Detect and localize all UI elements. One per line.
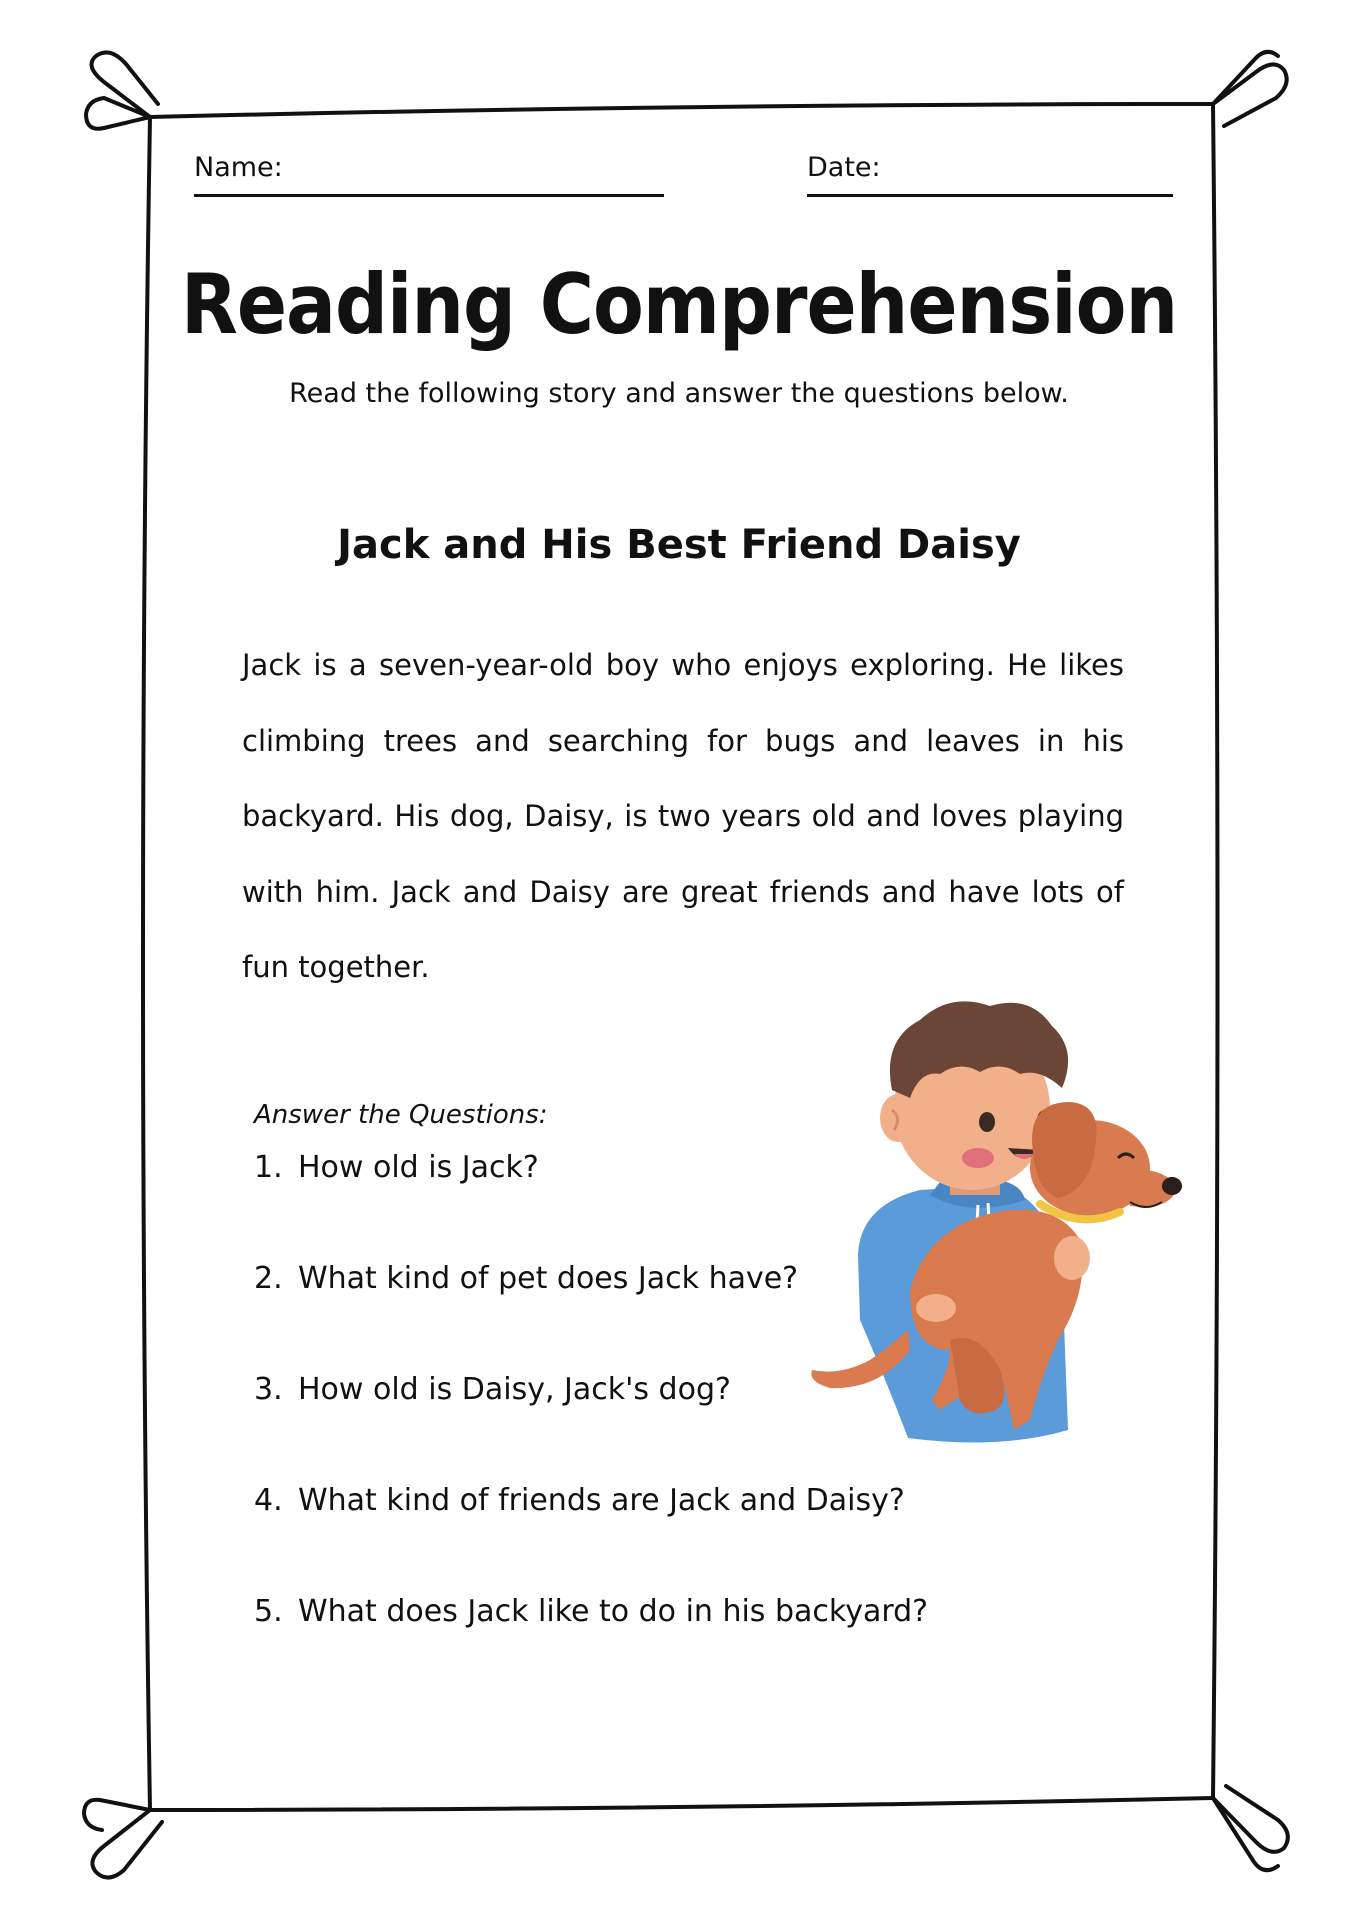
question-number: 5. (254, 1594, 283, 1629)
question-number: 3. (254, 1372, 283, 1407)
boy-hugging-dog-illustration (800, 990, 1200, 1450)
page-subtitle: Read the following story and answer the questions below. (289, 378, 1069, 409)
page-title: Reading Comprehension (180, 256, 1178, 354)
name-line[interactable] (194, 194, 664, 197)
name-label: Name: (194, 152, 283, 183)
question-text: What kind of pet does Jack have? (298, 1261, 799, 1296)
question-text: What kind of friends are Jack and Daisy? (298, 1483, 905, 1518)
question-number: 2. (254, 1261, 283, 1296)
question-text: How old is Jack? (298, 1150, 539, 1185)
date-label: Date: (807, 152, 881, 183)
story-text: Jack is a seven-year-old boy who enjoys exploring. He likes climbing trees and searching for bugs and leaves in his backyard. His dog, Daisy, is two years old and loves playing with him. Jack and Daisy are great friends and have lots of fun together. (242, 648, 1124, 984)
question-number: 1. (254, 1150, 283, 1185)
question-number: 4. (254, 1483, 283, 1518)
questions-heading: Answer the Questions: (254, 1100, 548, 1130)
question-text: What does Jack like to do in his backyard? (298, 1594, 929, 1629)
question-text: How old is Daisy, Jack's dog? (298, 1372, 731, 1407)
story-title: Jack and His Best Friend Daisy (337, 522, 1021, 568)
date-line[interactable] (807, 194, 1173, 197)
